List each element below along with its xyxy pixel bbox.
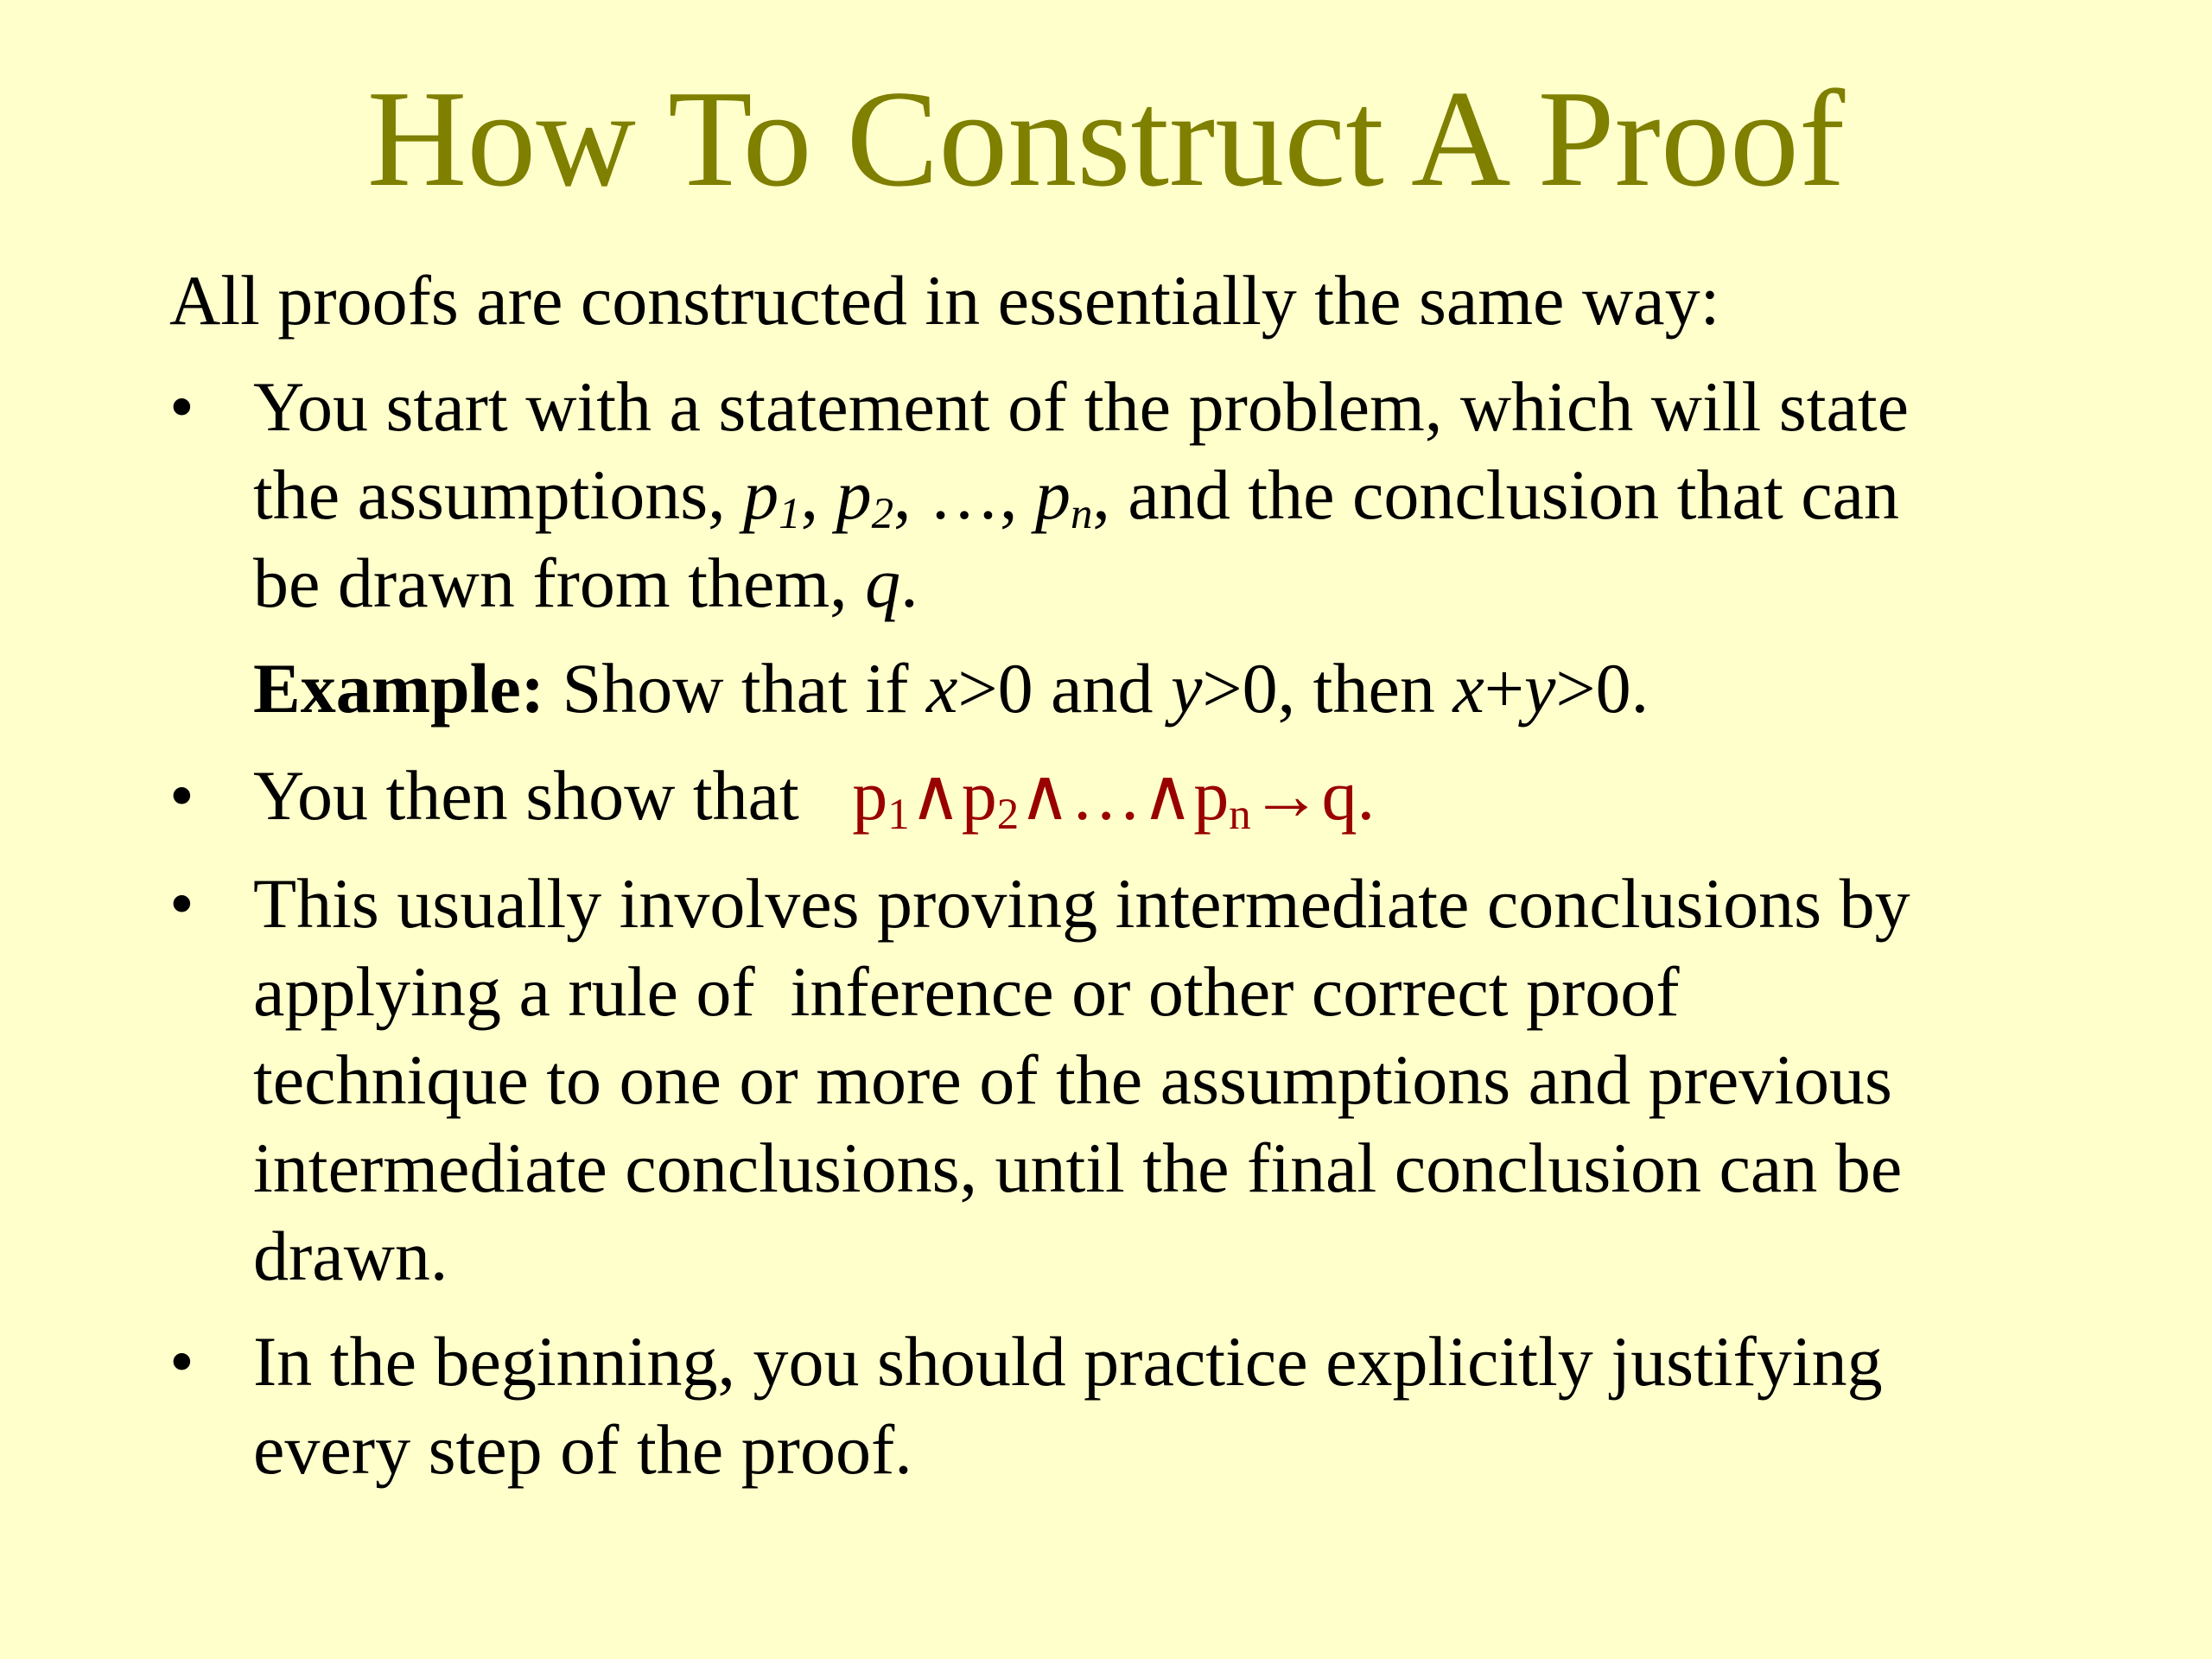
bullet-3-text [253, 860, 2111, 1300]
bullet-1-line-2: the assumptions, $p_1$, $p_2$, …, $p_n$, and the conclusion that can [253, 455, 1900, 538]
bullet-4-marker: • [169, 1322, 194, 1401]
bullet-3-line-3: technique to one or more of the assumptions and previous [253, 1040, 1892, 1119]
bullet-1-marker: • [169, 367, 194, 446]
bullet-1-line-2-pre: the assumptions, [253, 455, 744, 534]
bullet-2-text [253, 752, 2111, 840]
bullet-1-line-1: You start with a statement of the problem, which will state [253, 367, 1910, 446]
bullet-4-line-1: In the beginning, you should practice explicitly justifying [253, 1322, 1883, 1401]
assumption-pn: $p_n$ [1035, 455, 1093, 538]
example-line: Example: Show that if x>0 and y>0, then x+y>0. [253, 649, 1649, 728]
bullet-3-line-1: This usually involves proving intermediate conclusions by [253, 864, 1910, 943]
bullet-1-line-3: be drawn from them, q. [253, 543, 918, 622]
var-x-sum: x [1452, 649, 1484, 728]
bullet-2-lead: You then show that [253, 756, 853, 835]
var-y: y [1171, 649, 1203, 728]
var-x: x [925, 649, 958, 728]
bullet-1-text [253, 363, 2111, 627]
implication-formula: $p_1\wedge p_2\wedge\dots\wedge p_n\to q$. [852, 756, 1376, 839]
bullet-3-line-4: intermediate conclusions, until the final conclusion can be [253, 1128, 1903, 1207]
conclusion-q: q [865, 543, 901, 622]
bullet-3-line-2: applying a rule of inference or other correct proof [253, 952, 1680, 1031]
bullet-2-marker: • [169, 756, 194, 835]
bullet-1-line-2-post: , and the conclusion that can [1092, 455, 1900, 534]
slide-title: How To Construct A Proof [366, 61, 1846, 215]
intro-text: All proofs are constructed in essentially the same way: [169, 261, 1720, 340]
bullet-3-line-5: drawn. [253, 1217, 448, 1295]
assumption-p2: $p_2$ [836, 455, 893, 538]
bullet-3-marker: • [169, 864, 194, 943]
bullet-4-text [253, 1318, 2111, 1494]
example-label: Example: [253, 649, 545, 728]
assumption-p1: $p_1$ [743, 455, 801, 538]
var-y-sum: y [1524, 649, 1556, 728]
bullet-4-line-2: every step of the proof. [253, 1410, 912, 1489]
